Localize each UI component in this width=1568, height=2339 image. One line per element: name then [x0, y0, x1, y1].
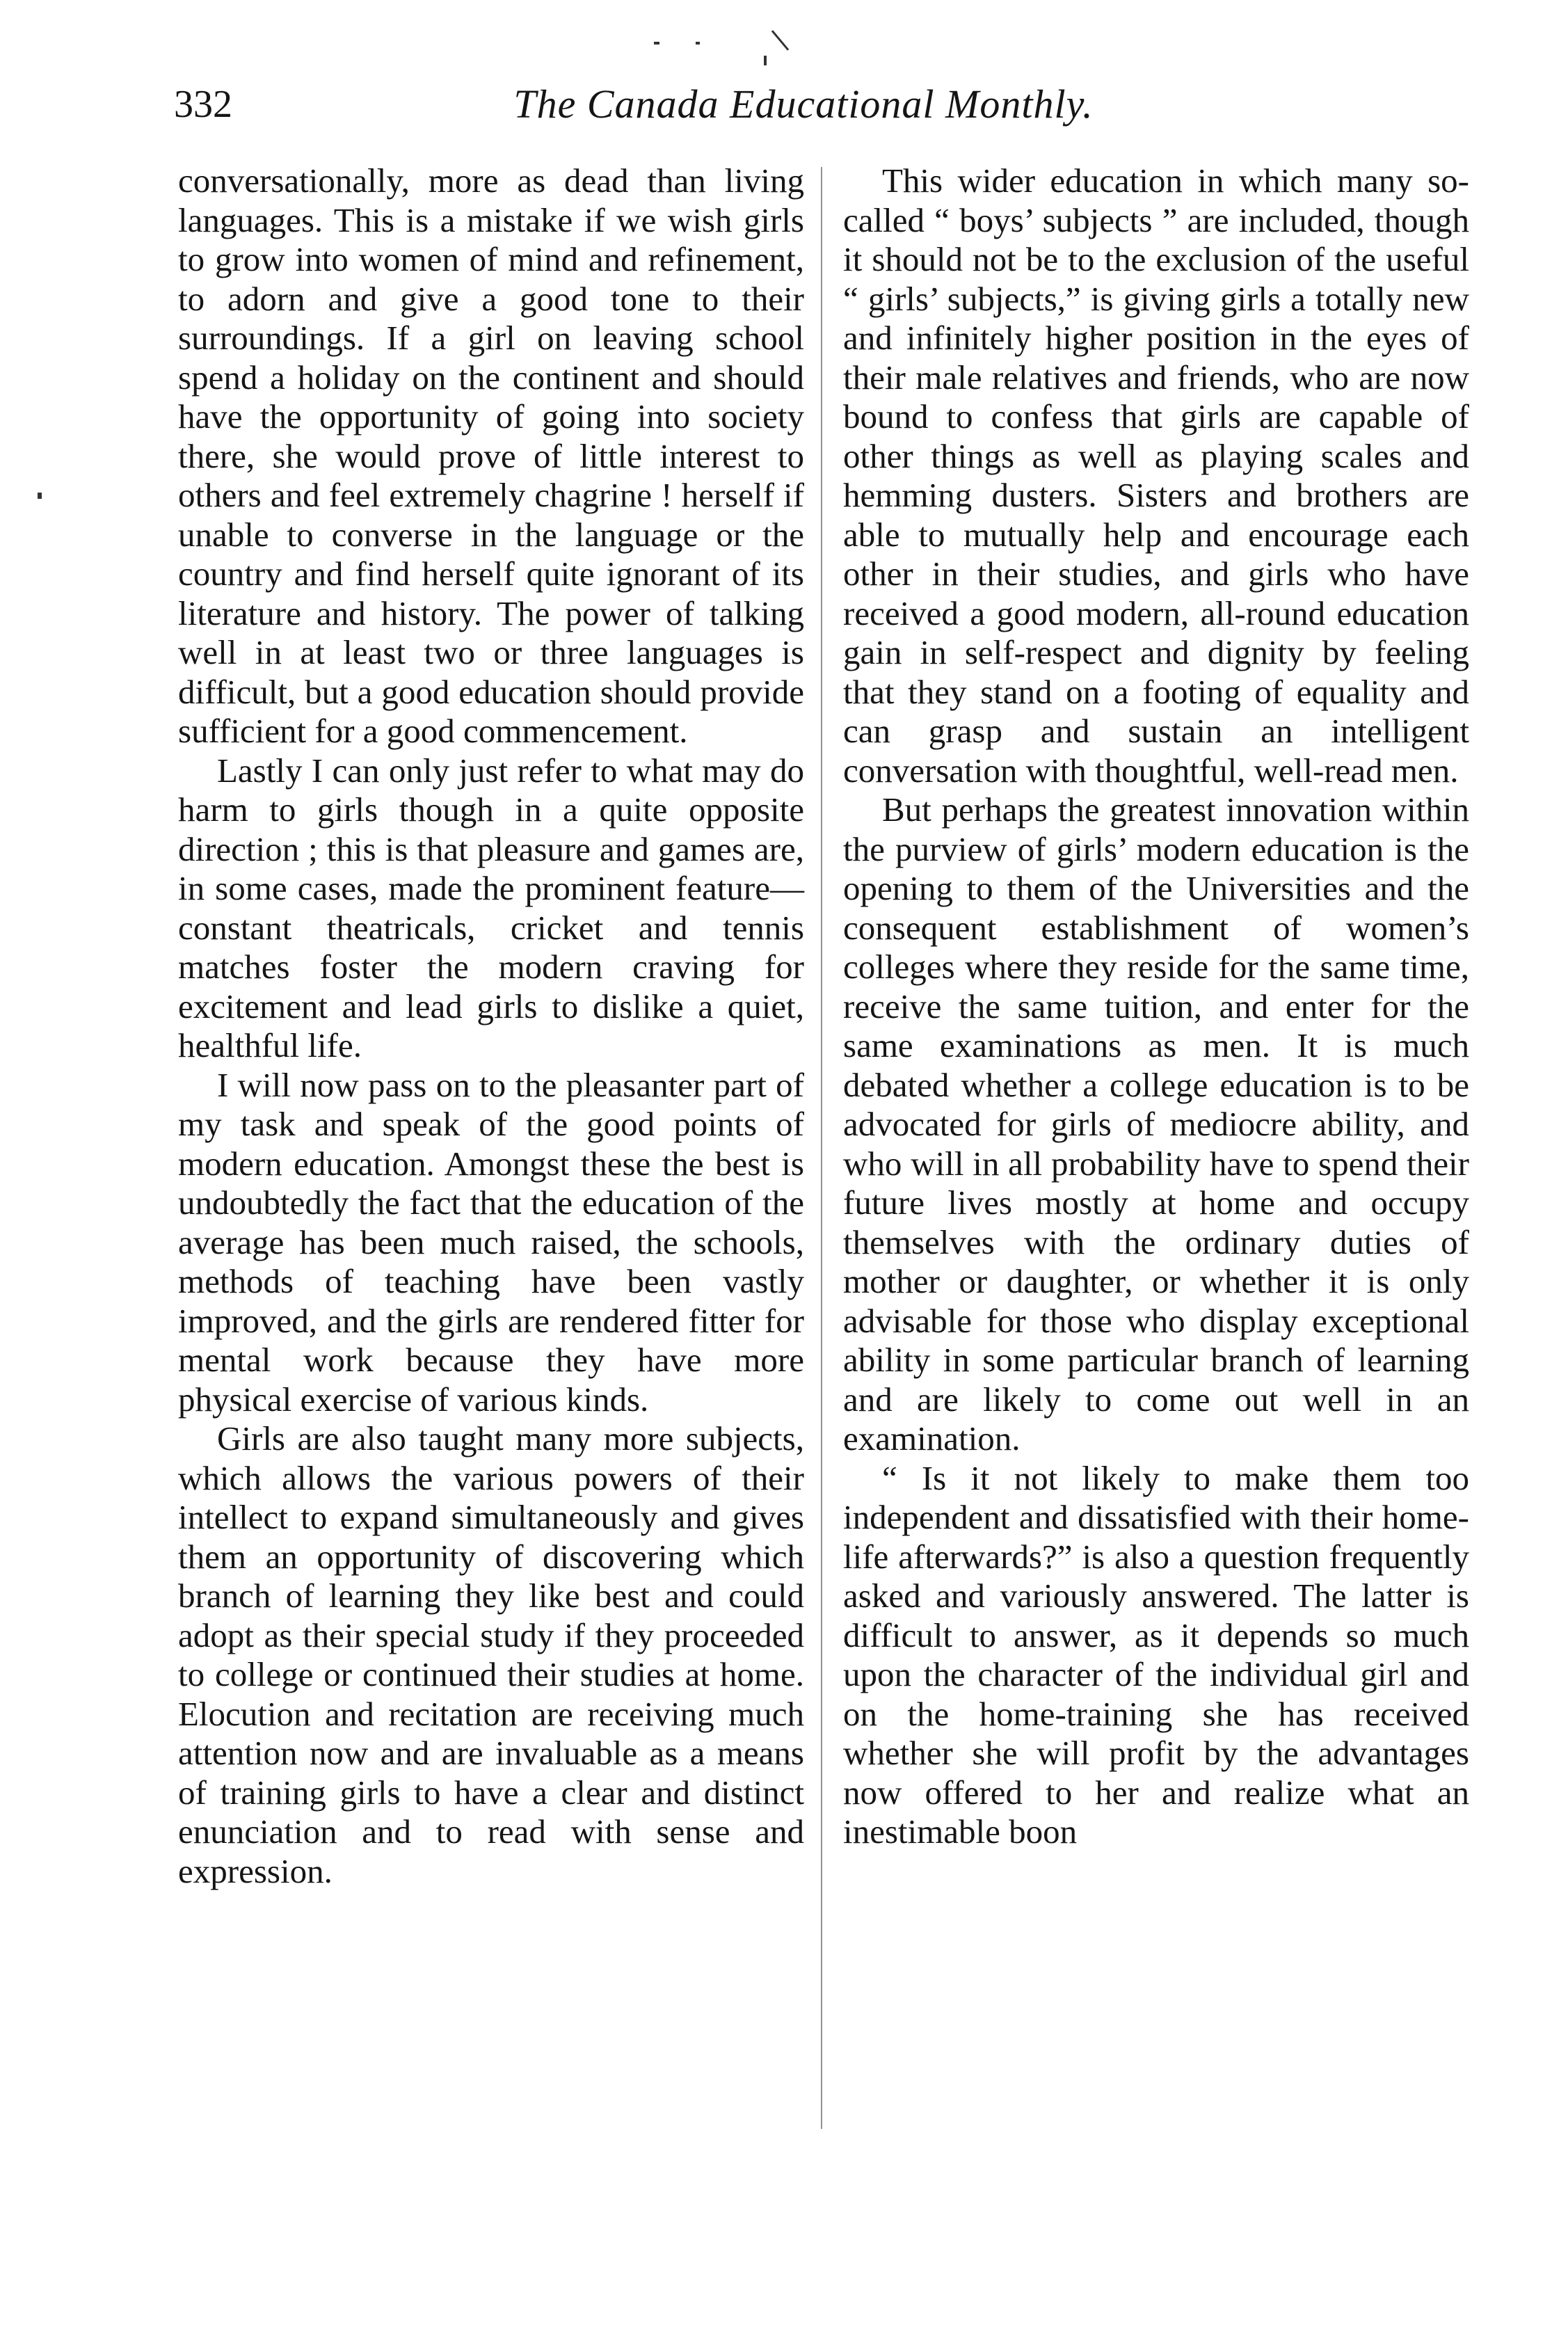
scan-speck: [696, 42, 700, 45]
running-title: The Canada Educational Monthly.: [513, 81, 1094, 127]
left-column: [178, 161, 804, 1891]
paragraph: conversationally, more as dead than living languages. This is a mistake if we wish girls to grow into women of mind and refinement, to adorn and give a good tone to their surroundings. If a girl on leaving school spend a holiday on the continent and should have the opportunity of going into society there, she would prove of little interest to others and feel extremely chagrine ! herself if unable to converse in the language or the country and find herself quite ignorant of its literature and history. The power of talking well in at least two or three languages is difficult, but a good education should provide sufficient for a good commencement.: [178, 161, 804, 750]
paragraph: But perhaps the greatest innovation within the purview of girls’ modern education is the opening to them of the Universities and the consequent establishment of women’s colleges where they reside for the same time, receive the same tuition, and enter for the same examinations as men. It is much debated whether a college education is to be advocated for girls of mediocre ability, and who will in all probability have to spend their future lives mostly at home and occupy themselves with the ordinary duties of mother or daughter, or whether it is only advisable for those who display exceptional ability in some particular branch of learning and are likely to come out well in an examination.: [843, 790, 1469, 1458]
right-column: [843, 161, 1469, 1852]
scan-speck: [38, 493, 42, 499]
paragraph: I will now pass on to the pleasanter part of my task and speak of the good points of modern education. Amongst these the best is undoubtedly the fact that the education of the average has been much raised, the schools, methods of teaching have been vastly improved, and the girls are rendered fitter for mental work because they have more physical exercise of various kinds.: [178, 1065, 804, 1419]
paragraph: Girls are also taught many more subjects, which allows the various powers of their intellect to expand simultaneously and gives them an opportunity of discovering which branch of learning they like best and could adopt as their special study if they proceeded to college or continued their studies at home. Elocution and recitation are receiving much attention now and are invaluable as a means of training girls to have a clear and distinct enunciation and to read with sense and expression.: [178, 1419, 804, 1890]
scan-speck: [654, 42, 659, 45]
paragraph: Lastly I can only just refer to what may do harm to girls though in a quite opposite direction ; this is that pleasure and games are, in some cases, made the prominent feature—constant theatricals, cricket and tennis matches foster the modern craving for excitement and lead girls to dislike a quiet, healthful life.: [178, 751, 804, 1064]
page-number: 332: [174, 83, 232, 126]
scan-speck: [771, 30, 789, 51]
page-header: [167, 70, 1440, 139]
column-divider: [821, 167, 822, 2129]
scan-speck: [764, 56, 767, 65]
paragraph: This wider education in which many so-called “ boys’ subjects ” are included, though it should not be to the exclusion of the useful “ girls’ subjects,” is giving girls a totally new and infinitely higher position in the eyes of their male relatives and friends, who are now bound to confess that girls are capable of other things as well as playing scales and hemming dusters. Sisters and brothers are able to mutually help and encourage each other in their studies, and girls who have received a good modern, all-round education gain in self-respect and dignity by feeling that they stand on a footing of equality and can grasp and sustain an intelligent conversation with thoughtful, well-read men.: [843, 161, 1469, 790]
paragraph: “ Is it not likely to make them too independent and dissatisfied with their home-life afterwards?” is also a question frequently asked and variously answered. The latter is difficult to answer, as it depends so much upon the character of the individual girl and on the home-training she has received whether she will profit by the advantages now offered to her and realize what an inestimable boon: [843, 1458, 1469, 1851]
